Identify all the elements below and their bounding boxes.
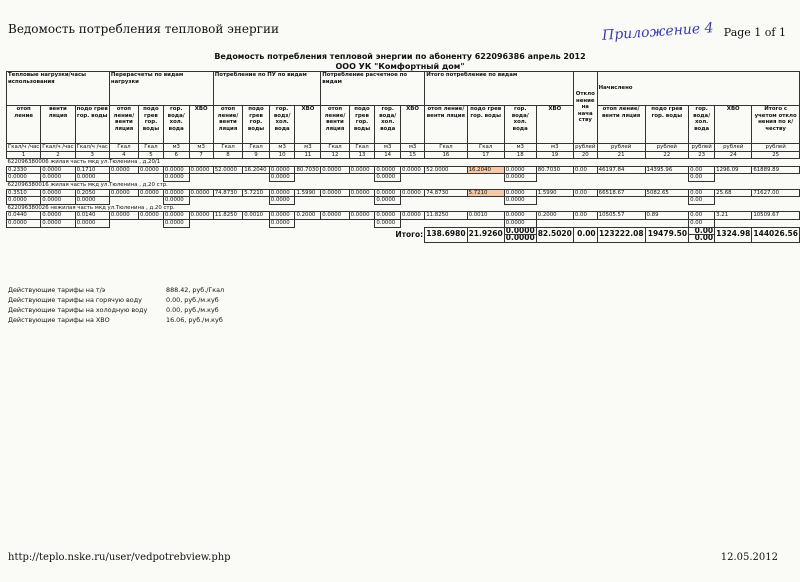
data-cell: 0.0000 [269,174,295,182]
data-cell: 0.0000 [189,212,213,220]
data-cell [536,197,573,205]
data-cell: 0.0000 [75,219,109,227]
column-number: 4 [109,151,138,159]
data-cell [467,219,504,227]
data-cell: 0.0000 [109,189,138,197]
data-cell: 0.0000 [349,189,375,197]
data-cell: 0.0000 [269,166,295,174]
unit-cell: Гкал [213,144,243,152]
tariff-label: Действующие тарифы на холодную воду [8,306,148,314]
unit-cell: м3 [295,144,321,152]
unit-cell: Гкал [467,144,504,152]
column-header: подо грев гор. воды [243,106,270,144]
unit-cell: Гкал [349,144,375,152]
unit-cell: м3 [536,144,573,152]
data-cell: 0.0000 [269,219,295,227]
group-calc: Потребление расчетное по видам [321,72,425,106]
data-cell [425,219,467,227]
data-cell [401,219,425,227]
total-water-rub-bottom: 0.00 [689,235,715,243]
column-number: 12 [321,151,349,159]
data-cell [597,197,645,205]
total-hw-heat: 21.9260 [467,227,504,242]
group-pu: Потребление по ПУ по видам [213,72,321,106]
organization-name: ООО УК "Комфортный дом" [335,62,465,71]
totals-row [7,227,800,235]
data-cell: 0.0000 [138,189,163,197]
column-header: отоп ление/ венти ляция [213,106,243,144]
column-number: 23 [689,151,715,159]
column-number: 22 [645,151,689,159]
tariff-value: 16.06, руб./м.куб [166,316,223,324]
column-number: 24 [715,151,752,159]
data-cell [573,219,597,227]
period: апрель 2012 [527,52,586,61]
group-loads: Тепловые нагрузки/часы использования [7,72,110,106]
data-cell: 11.8250 [213,212,243,220]
unit-cell: рублей [752,144,800,152]
column-header: ХВО [715,106,752,144]
data-cell [401,197,425,205]
data-cell: 0.2000 [295,212,321,220]
totals-label: Итого: [395,229,424,239]
data-cell: 0.0000 [375,189,401,197]
data-cell: 61889.89 [752,166,800,174]
page-number: Page 1 of 1 [723,26,786,39]
data-cell: 0.0000 [189,189,213,197]
column-header: подо грев гор. воды [645,106,689,144]
column-header: подо грев гор. воды [349,106,375,144]
unit-cell: Гкал [425,144,467,152]
data-cell [425,174,467,182]
data-cell: 0.89 [645,212,689,220]
unit-cell: Гкал [138,144,163,152]
unit-cell: м3 [163,144,189,152]
column-header: подо грев гор. воды [138,106,163,144]
data-cell: 0.3510 [7,189,41,197]
data-cell [243,219,270,227]
column-header: гор. вода/ хол. вода [163,106,189,144]
record-title-row [7,181,800,189]
data-cell [752,197,800,205]
tariff-value: 0.00, руб./м.куб [166,296,219,304]
column-number: 21 [597,151,645,159]
total-heat-rub: 123222.08 [597,227,645,242]
group-header-row [7,72,800,106]
data-cell [138,219,163,227]
column-header: отоп ление/ венти ляция [597,106,645,144]
data-cell: 0.00 [573,166,597,174]
data-cell: 0.0000 [321,212,349,220]
data-cell: 0.0000 [269,197,295,205]
data-cell: 0.00 [573,212,597,220]
data-cell: 46197.84 [597,166,645,174]
column-number: 2 [41,151,75,159]
record-title: 622096380016 жилая часть мкд ул.Тюленина , д.20 стр. [7,181,168,188]
data-cell: 0.2330 [7,166,41,174]
column-header: гор. вода/ хол. вода [689,106,715,144]
consumption-table [6,71,800,243]
tariffs-block [8,285,224,325]
column-header: отоп ление [7,106,41,144]
data-cell: 0.0000 [375,197,401,205]
column-header: ХВО [189,106,213,144]
data-cell [467,174,504,182]
data-cell [138,197,163,205]
unit-cell: рублей [645,144,689,152]
data-cell: 0.0000 [41,174,75,182]
data-cell: 0.0000 [504,212,536,220]
column-number-row [7,151,800,159]
title-prefix: Ведомость потребления тепловой энергии по абоненту [214,52,472,61]
tariff-value: 888.42, руб./Гкал [166,286,225,294]
data-cell: 0.0000 [504,219,536,227]
data-cell [243,174,270,182]
column-number: 15 [401,151,425,159]
column-number: 7 [189,151,213,159]
data-cell [467,197,504,205]
handwritten-note: Приложение 4 [601,20,715,44]
data-cell: 0.0000 [504,189,536,197]
data-cell [213,219,243,227]
table-row [7,189,800,197]
data-cell: 0.00 [689,219,715,227]
data-cell [321,197,349,205]
group-total: Итого потребление по видам [425,72,574,106]
tariff-row [8,295,224,305]
column-header: ХВО [295,106,321,144]
data-cell: 0.2050 [75,189,109,197]
data-cell: 0.0000 [138,212,163,220]
column-number: 9 [243,151,270,159]
document-title [0,52,800,72]
data-cell: 0.0000 [75,174,109,182]
account-number: 622096386 [474,52,525,61]
data-cell: 11.8250 [425,212,467,220]
data-cell: 0.0000 [189,166,213,174]
column-number: 17 [467,151,504,159]
data-cell: 0.0000 [401,166,425,174]
table-row [7,212,800,220]
tariff-row [8,285,224,295]
data-cell: 0.0000 [321,189,349,197]
data-cell: 1296.09 [715,166,752,174]
column-header: гор. вода/ хол. вода [504,106,536,144]
total-hw-rub: 19479.50 [645,227,689,242]
data-cell: 5.7210 [467,189,504,197]
data-cell: 0.0000 [401,189,425,197]
units-row [7,144,800,152]
column-number: 25 [752,151,800,159]
data-cell: 66518.67 [597,189,645,197]
data-cell [189,219,213,227]
data-cell: 74.8730 [425,189,467,197]
record-title: 622096380006 жилая часть мкд ул.Тюленина , д.20/1 [7,159,161,166]
data-cell: 0.0000 [375,174,401,182]
data-cell: 0.0000 [321,166,349,174]
data-cell [401,174,425,182]
data-cell: 0.00 [689,174,715,182]
data-cell: 0.0000 [41,189,75,197]
data-cell [715,174,752,182]
data-cell [213,197,243,205]
footer-url: http://teplo.nske.ru/user/vedpotrebview.php [8,552,231,563]
table-row [7,174,800,182]
data-cell: 52.0000 [213,166,243,174]
data-cell: 3.21 [715,212,752,220]
data-cell [645,197,689,205]
column-number: 10 [269,151,295,159]
data-cell: 1.5990 [536,189,573,197]
data-cell [715,197,752,205]
data-cell: 0.0000 [163,174,189,182]
column-header: ХВО [536,106,573,144]
unit-cell: м3 [375,144,401,152]
column-number: 5 [138,151,163,159]
unit-cell: Гкал [109,144,138,152]
data-cell [536,219,573,227]
table-row [7,197,800,205]
data-cell: 80.7030 [295,166,321,174]
subheader-row [7,106,800,144]
data-cell: 0.00 [573,189,597,197]
data-cell [645,174,689,182]
data-cell [536,174,573,182]
column-number: 14 [375,151,401,159]
data-cell: 0.0000 [41,197,75,205]
data-cell [715,219,752,227]
data-cell: 80.7030 [536,166,573,174]
column-header: подо грев гор. воды [75,106,109,144]
data-cell: 0.0000 [75,197,109,205]
column-number: 16 [425,151,467,159]
data-cell: 0.0000 [163,212,189,220]
unit-cell: рублей [575,144,596,150]
group-deviation: Откло нение на нача ству [573,72,597,144]
data-cell [573,174,597,182]
column-number: 20 [573,151,597,159]
data-cell [321,219,349,227]
record-title: 622096380026 нежилая часть мкд ул.Тюленина , д.20 стр. [7,204,175,211]
column-number: 8 [213,151,243,159]
data-cell [189,174,213,182]
data-cell [349,219,375,227]
data-cell: 0.00 [689,212,715,220]
unit-cell: м3 [401,144,425,152]
total-water-bottom: 0.0000 [505,234,535,243]
data-cell [321,174,349,182]
unit-cell: рублей [689,144,715,152]
tariff-value: 0.00, руб./м.куб [166,306,219,314]
unit-cell: м3 [504,144,536,152]
data-cell: 74.8730 [213,189,243,197]
data-cell: 0.0000 [41,219,75,227]
data-cell: 10509.67 [752,212,800,220]
table-row [7,166,800,174]
data-cell: 52.0000 [425,166,467,174]
column-number: 13 [349,151,375,159]
unit-cell: Гкал [321,144,349,152]
record-title-row [7,204,800,212]
data-cell: 0.0000 [41,166,75,174]
footer-date: 12.05.2012 [720,552,778,563]
data-cell: 16.2040 [467,166,504,174]
column-header: подо грев гор. воды [467,106,504,144]
data-cell: 0.0140 [75,212,109,220]
column-number: 18 [504,151,536,159]
data-cell: 71627.00 [752,189,800,197]
data-cell: 25.68 [715,189,752,197]
data-cell [425,197,467,205]
data-cell: 0.00 [689,189,715,197]
column-number: 19 [536,151,573,159]
column-number: 6 [163,151,189,159]
data-cell: 0.0440 [7,212,41,220]
data-cell: 0.0000 [7,174,41,182]
data-cell [109,174,138,182]
data-cell: 5.7210 [243,189,270,197]
tariff-row [8,315,224,325]
total-hvo: 82.5020 [536,227,573,242]
data-cell: 0.0000 [375,212,401,220]
total-water-rub-top: 0.00 [689,227,715,235]
data-cell: 0.0000 [269,212,295,220]
data-cell [138,174,163,182]
data-cell: 0.0000 [138,166,163,174]
total-heat: 138.6980 [425,227,467,242]
data-cell: 10505.57 [597,212,645,220]
data-cell: 0.0000 [401,212,425,220]
data-cell [109,219,138,227]
data-cell: 0.0000 [269,189,295,197]
data-cell [295,174,321,182]
unit-cell: рублей [597,144,645,152]
group-recalc: Перерасчеты по видам нагрузки [109,72,213,106]
column-header: венти ляция [41,106,75,144]
data-cell [213,174,243,182]
tariff-row [8,305,224,315]
column-header: отоп ление/ венти ляция [321,106,349,144]
data-cell [752,174,800,182]
column-header: гор. вода/ хол. вода [375,106,401,144]
data-cell: 0.0000 [349,166,375,174]
data-cell: 0.0000 [504,197,536,205]
unit-cell: Гкал/ч /час [42,144,74,150]
table-row [7,219,800,227]
column-number: 1 [7,151,41,159]
data-cell: 0.0000 [349,212,375,220]
data-cell [597,219,645,227]
unit-cell: м3 [269,144,295,152]
data-cell [295,219,321,227]
column-header: гор. водз/ хол. вода [269,106,295,144]
unit-cell: Гкал/ч /час [8,144,40,150]
data-cell: 14395.96 [645,166,689,174]
data-cell: 0.0000 [109,212,138,220]
unit-cell: рублей [715,144,752,152]
data-cell: 0.0000 [163,197,189,205]
column-number: 3 [75,151,109,159]
data-cell: 0.0000 [504,166,536,174]
data-cell: 0.0000 [504,174,536,182]
data-cell [349,197,375,205]
data-cell [349,174,375,182]
column-header: Итого с учетом откло нения по к/честву [752,106,800,144]
data-cell: 0.0000 [109,166,138,174]
column-header: отоп ление/ венти ляция [425,106,467,144]
data-cell [752,219,800,227]
data-cell: 0.0000 [7,197,41,205]
data-cell [597,174,645,182]
data-cell [295,197,321,205]
data-cell: 0.0010 [467,212,504,220]
unit-cell: Гкал/ч /час [76,144,108,150]
data-cell: 0.0000 [163,189,189,197]
data-cell: 0.0000 [375,219,401,227]
column-number: 11 [295,151,321,159]
data-cell: 0.00 [689,197,715,205]
unit-cell: Гкал [243,144,270,152]
column-header: ХВО [401,106,425,144]
print-header-title: Ведомость потребления тепловой энергии [8,22,279,36]
data-cell: 0.0010 [243,212,270,220]
total-deviation: 0.00 [573,227,597,242]
column-header: отоп ление/ венти ляция [109,106,138,144]
data-cell: 0.0000 [163,219,189,227]
data-cell [243,197,270,205]
data-cell [109,197,138,205]
unit-cell: м3 [189,144,213,152]
data-cell: 0.0000 [375,166,401,174]
record-title-row [7,159,800,167]
data-cell: 0.0000 [7,219,41,227]
data-cell: 0.0000 [163,166,189,174]
data-cell [573,197,597,205]
total-water-top: 0.0000 [505,227,535,235]
group-charged: Начислено [597,72,799,106]
data-cell: 0.2000 [536,212,573,220]
tariff-label: Действующие тарифы на ХВО [8,316,110,324]
data-cell: 5082.65 [645,189,689,197]
data-cell: 16.2040 [243,166,270,174]
data-cell [645,219,689,227]
data-cell: 0.00 [689,166,715,174]
data-cell: 1.5990 [295,189,321,197]
data-cell [189,197,213,205]
tariff-label: Действующие тарифы на т/э [8,286,106,294]
tariff-label: Действующие тарифы на горячую воду [8,296,142,304]
total-hvo-rub: 1324.98 [715,227,752,242]
data-cell: 0.1710 [75,166,109,174]
data-cell: 0.0000 [41,212,75,220]
grand-total: 144026.56 [752,227,800,242]
